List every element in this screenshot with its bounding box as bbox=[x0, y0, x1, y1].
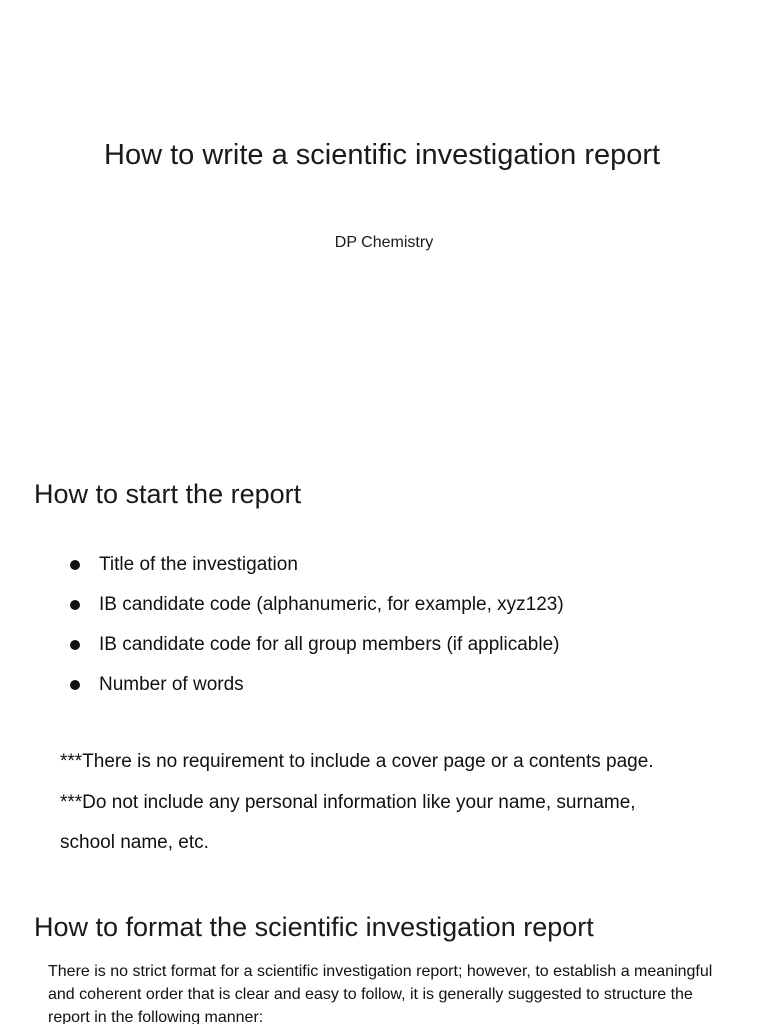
list-item-text: IB candidate code (alphanumeric, for example, xyz123) bbox=[99, 594, 564, 615]
section-heading-start: How to start the report bbox=[34, 479, 302, 509]
list-item-text: Number of words bbox=[99, 674, 244, 695]
document-subtitle: DP Chemistry bbox=[334, 234, 434, 251]
list-item bbox=[64, 545, 564, 585]
list-item-text: Title of the investigation bbox=[99, 554, 298, 575]
bullet-icon bbox=[70, 680, 80, 690]
bullet-icon bbox=[70, 600, 80, 610]
start-checklist bbox=[64, 545, 564, 705]
format-paragraph: There is no strict format for a scientific investigation report; however, to establish a meaningful and coherent order that is clear and easy to follow, it is generally suggested to structure the report in the following manner: bbox=[48, 963, 713, 1024]
bullet-icon bbox=[70, 640, 80, 650]
bullet-icon bbox=[70, 560, 80, 570]
note-personal-info-continued: school name, etc. bbox=[60, 832, 209, 853]
list-item bbox=[64, 585, 564, 625]
document-title: How to write a scientific investigation report bbox=[104, 139, 661, 171]
list-item bbox=[64, 625, 564, 665]
start-notes bbox=[60, 742, 740, 864]
list-item bbox=[64, 665, 564, 705]
list-item-text: IB candidate code for all group members (if applicable) bbox=[99, 634, 560, 655]
note-personal-info: ***Do not include any personal information like your name, surname, bbox=[60, 791, 636, 813]
section-heading-format: How to format the scientific investigation report bbox=[34, 912, 594, 942]
note-cover-page: ***There is no requirement to include a cover page or a contents page. bbox=[60, 751, 654, 772]
